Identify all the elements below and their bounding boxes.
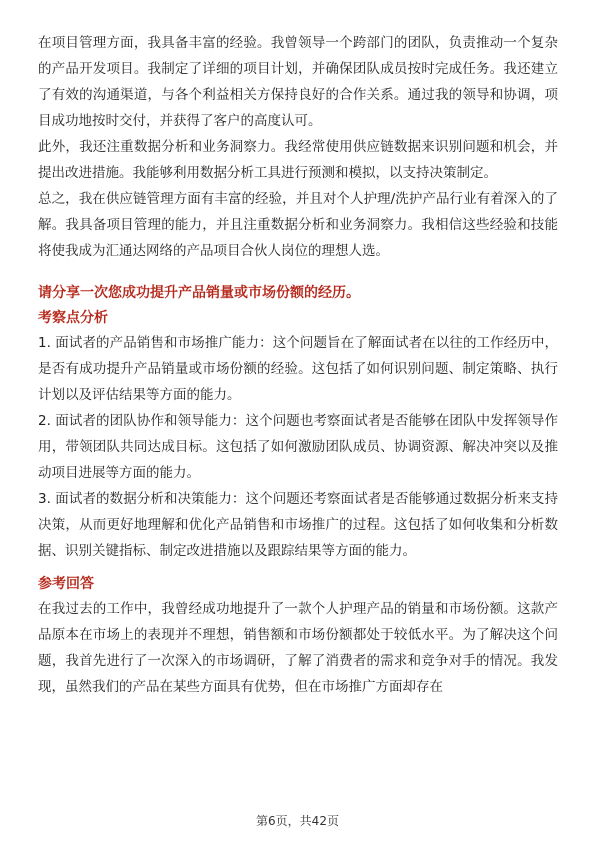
intro-paragraph-project-management: 在项目管理方面，我具备丰富的经验。我曾领导一个跨部门的团队，负责推动一个复杂的产品开发项目。我制定了详细的项目计划，并确保团队成员按时完成任务。我还建立了有效的沟通渠道，与各个利益相关方保持良好的合作关系。通过我的领导和协调，项目成功地按时交付，并获得了客户的高度认可。 xyxy=(38,35,558,129)
reference-answer-heading: 参考回答 xyxy=(38,576,94,592)
analysis-item-teamwork: 2. 面试者的团队协作和领导能力：这个问题也考察面试者是否能够在团队中发挥领导作用，带领团队共同达成目标。这包括了如何激励团队成员、协调资源、解决冲突以及推动项目进展等方面的能力。 xyxy=(38,413,558,481)
intro-paragraph-summary: 总之，我在供应链管理方面有丰富的经验，并且对个人护理/洗护产品行业有着深入的了解。我具备项目管理的能力，并且注重数据分析和业务洞察力。我相信这些经验和技能将使我成为汇通达网络的产品项目合伙人岗位的理想人选。 xyxy=(38,191,558,259)
intro-paragraph-data-analysis: 此外，我还注重数据分析和业务洞察力。我经常使用供应链数据来识别问题和机会，并提出改进措施。我能够利用数据分析工具进行预测和模拟，以支持决策制定。 xyxy=(38,139,558,181)
reference-answer-text: 在我过去的工作中，我曾经成功地提升了一款个人护理产品的销量和市场份额。这款产品原本在市场上的表现并不理想，销售额和市场份额都处于较低水平。为了解决这个问题，我首先进行了一次深入的市场调研，了解了消费者的需求和竞争对手的情况。我发现，虽然我们的产品在某些方面具有优势，但在市场推广方面却存在 xyxy=(38,601,558,695)
analysis-heading: 考察点分析 xyxy=(38,310,108,326)
analysis-item-sales-ability: 1. 面试者的产品销售和市场推广能力：这个问题旨在了解面试者在以往的工作经历中，是否有成功提升产品销量或市场份额的经验。这包括了如何识别问题、制定策略、执行计划以及评估结果等方面的能力。 xyxy=(38,335,558,403)
page-number: 第6页，共42页 xyxy=(256,814,339,828)
analysis-item-data-decision: 3. 面试者的数据分析和决策能力：这个问题还考察面试者是否能够通过数据分析来支持决策，从而更好地理解和优化产品销售和市场推广的过程。这包括了如何收集和分析数据、识别关键指标、制定改进措施以及跟踪结果等方面的能力。 xyxy=(38,491,558,559)
interview-question: 请分享一次您成功提升产品销量或市场份额的经历。 xyxy=(38,285,360,301)
document-body xyxy=(38,30,558,700)
